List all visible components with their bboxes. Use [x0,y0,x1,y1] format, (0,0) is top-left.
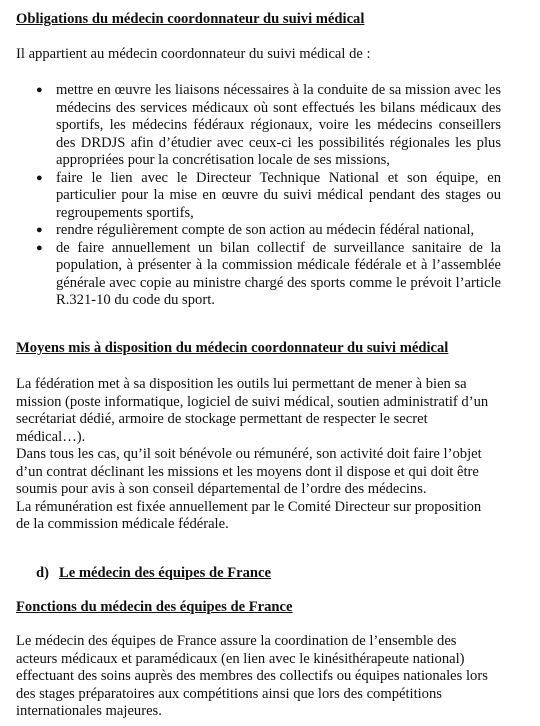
list-item [0,222,501,240]
subsection-title: Le médecin des équipes de France [58,565,271,581]
bullet-icon: ● [36,241,43,254]
intro-text: Il appartient au médecin coordonnateur du suivi médical de : [16,46,371,62]
paragraph-line: effectuant des soins auprès des membres des collectifs ou équipes nationales lors [16,668,488,684]
list-item-text: rendre régulièrement compte de son action au médecin fédéral national, [56,222,475,238]
list-item [0,170,501,223]
paragraph-line: Le médecin des équipes de France assure la coordination de l’ensemble des [16,633,457,649]
list-item-text: mettre en œuvre les liaisons nécessaires à la conduite de sa mission avec les médecins des services médicaux où sont effectués les bilans médicaux des sportifs, les médecins fédéraux régionaux, voire les médecins conseillers des DRDJS afin d’étudier avec ceux-ci les possibilités régionales les plus appropriées pour la concrétisation locale de ses missions, [56,82,501,168]
bullet-icon: ● [36,224,43,236]
paragraph-line: d’un contrat déclinant les missions et les moyens dont il dispose et qui doit être [16,463,479,480]
paragraph-line: mission (poste informatique, logiciel de suivi médical, soutien administratif d’un [16,393,489,410]
list-item [0,82,501,170]
bullet-icon: ● [36,171,43,184]
paragraph-line: soumis pour avis à son conseil départemental de l’ordre des médecins. [16,481,427,497]
subsection-number: d) [36,565,49,581]
fonctions-paragraph [16,633,502,721]
moyens-paragraph [16,376,502,534]
list-item-text: de faire annuellement un bilan collectif de surveillance sanitaire de la population, à présenter à la commission médicale fédérale et à l’assemblée générale avec copie au ministre chargé des sports comme le prévoit l’article R.321-10 du code du sport. [56,239,501,308]
paragraph-line: de la commission médicale fédérale. [16,516,229,532]
subsection-heading [36,565,271,583]
list-item-text: faire le lien avec le Directeur Technique National et son équipe, en particulier pour la mise en œuvre du suivi médical pendant des stages ou regroupements sportifs, [56,169,501,221]
paragraph-line: secrétariat dédié, armoire de stockage permettant de respecter le secret [16,411,428,427]
paragraph-line: La fédération met à sa disposition les outils lui permettant de mener à bien sa [16,376,467,392]
paragraph-line: Dans tous les cas, qu’il soit bénévole ou rémunéré, son activité doit faire l’objet [16,446,482,462]
bullet-icon: ● [36,84,43,96]
paragraph-line: La rémunération est fixée annuellement par le Comité Directeur sur proposition [16,498,482,515]
section-heading-obligations: Obligations du médecin coordonnateur du suivi médical [16,11,365,27]
obligations-list [0,82,540,310]
paragraph-line: acteurs médicaux et paramédicaux (en lien avec le kinésithérapeute national) [16,650,465,667]
section-heading-fonctions: Fonctions du médecin des équipes de France [16,599,293,615]
list-item [0,240,501,310]
section-heading-moyens: Moyens mis à disposition du médecin coordonnateur du suivi médical [16,340,449,356]
paragraph-line: internationales majeures. [16,703,162,719]
paragraph-line: médical…). [16,428,86,445]
paragraph-line: des stages préparatoires aux compétitions ainsi que lors des compétitions [16,685,442,702]
